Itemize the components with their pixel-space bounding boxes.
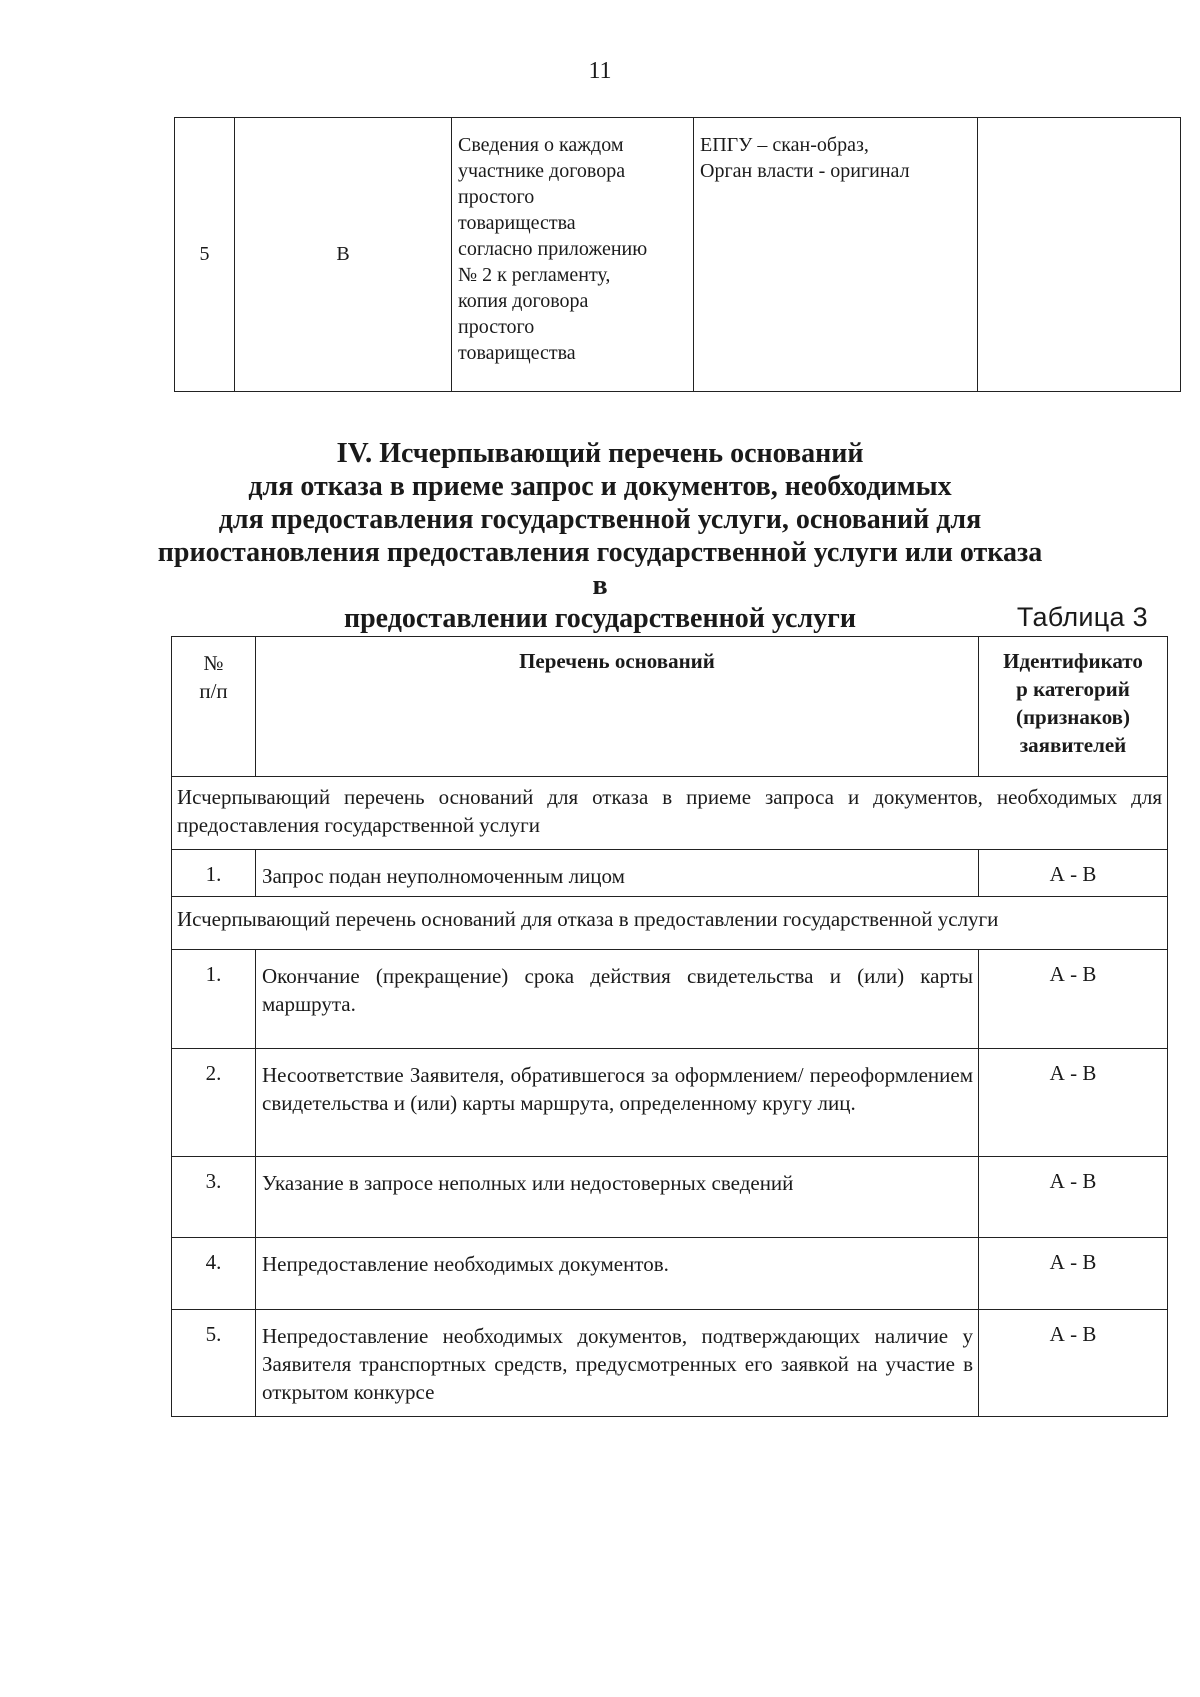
row-ground: Непредоставление необходимых документов. [256,1238,979,1310]
submission-form [694,118,978,392]
table-row [172,1157,1168,1238]
document-line: согласно приложению [458,238,648,260]
row-identifier: А - В [979,1310,1168,1417]
row-identifier: А - В [979,1157,1168,1238]
row-ground: Окончание (прекращение) срока действия свидетельства и (или) карты маршрута. [256,950,979,1049]
subheader-row [172,777,1168,850]
header-grounds-list: Перечень оснований [256,637,979,777]
grounds-table [171,636,1168,1417]
row-identifier: А - В [979,1049,1168,1157]
subheader-row [172,897,1168,950]
row-ground: Указание в запросе неполных или недостоверных сведений [256,1157,979,1238]
document-line: Сведения о каждом [458,134,624,156]
section-title-line: приостановления предоставления государственной услуги или отказа в [157,537,1043,601]
subheader-refusal: Исчерпывающий перечень оснований для отказа в предоставлении государственной услуги [172,897,1168,950]
table-row [172,850,1168,897]
row-identifier: А - В [979,950,1168,1049]
section-title-line: IV. Исчерпывающий перечень оснований [336,437,864,469]
document-line: копия договора [458,290,589,312]
row-identifier: А - В [979,1238,1168,1310]
form-line: ЕПГУ – скан-образ, [700,134,869,156]
page-number: 11 [588,58,612,84]
row-number: 3. [172,1157,256,1238]
document-line: товарищества [458,342,576,364]
table-row [172,1049,1168,1157]
row-number: 2. [172,1049,256,1157]
section-title-line: для предоставления государственной услуги, оснований для [218,504,982,535]
table-header-row [172,637,1168,777]
header-number: № п/п [172,637,256,777]
row-ground: Запрос подан неуполномоченным лицом [256,850,979,897]
table-row [172,1310,1168,1417]
section-title-line: предоставлении государственной услуги [343,603,857,634]
document-description [452,118,694,392]
row-number: 5. [172,1310,256,1417]
row-number: 5 [175,118,235,392]
document-line: простого [458,186,535,208]
header-identifier: Идентификато р категорий (признаков) заявителей [979,637,1168,777]
document-line: простого [458,316,535,338]
applicant-category: В [235,118,452,392]
row-number: 4. [172,1238,256,1310]
row-number: 1. [172,950,256,1049]
table-caption: Таблица 3 [1016,602,1148,632]
section-title-line: для отказа в приеме запрос и документов, необходимых [248,471,952,502]
row-ground: Непредоставление необходимых документов, подтверждающих наличие у Заявителя транспортных средств, предусмотренных его заявкой на участие в открытом конкурсе [256,1310,979,1417]
section-roman-numeral: IV. [336,437,373,469]
row-ground: Несоответствие Заявителя, обратившегося за оформлением/ переоформлением свидетельства и (или) карты маршрута, определенному кругу лиц. [256,1049,979,1157]
form-line: Орган власти - оригинал [700,160,910,182]
row-number: 1. [172,850,256,897]
document-line: товарищества [458,212,576,234]
section-title [150,437,1050,635]
document-line: участнике договора [458,160,626,182]
document-line: № 2 к регламенту, [458,264,611,286]
subheader-reception: Исчерпывающий перечень оснований для отказа в приеме запроса и документов, необходимых для предоставления государственной услуги [172,777,1168,850]
table-row [175,118,1181,392]
table-row [172,950,1168,1049]
documents-table-continued [174,117,1181,392]
table-row [172,1238,1168,1310]
row-identifier: А - В [979,850,1168,897]
empty-cell [978,118,1181,392]
